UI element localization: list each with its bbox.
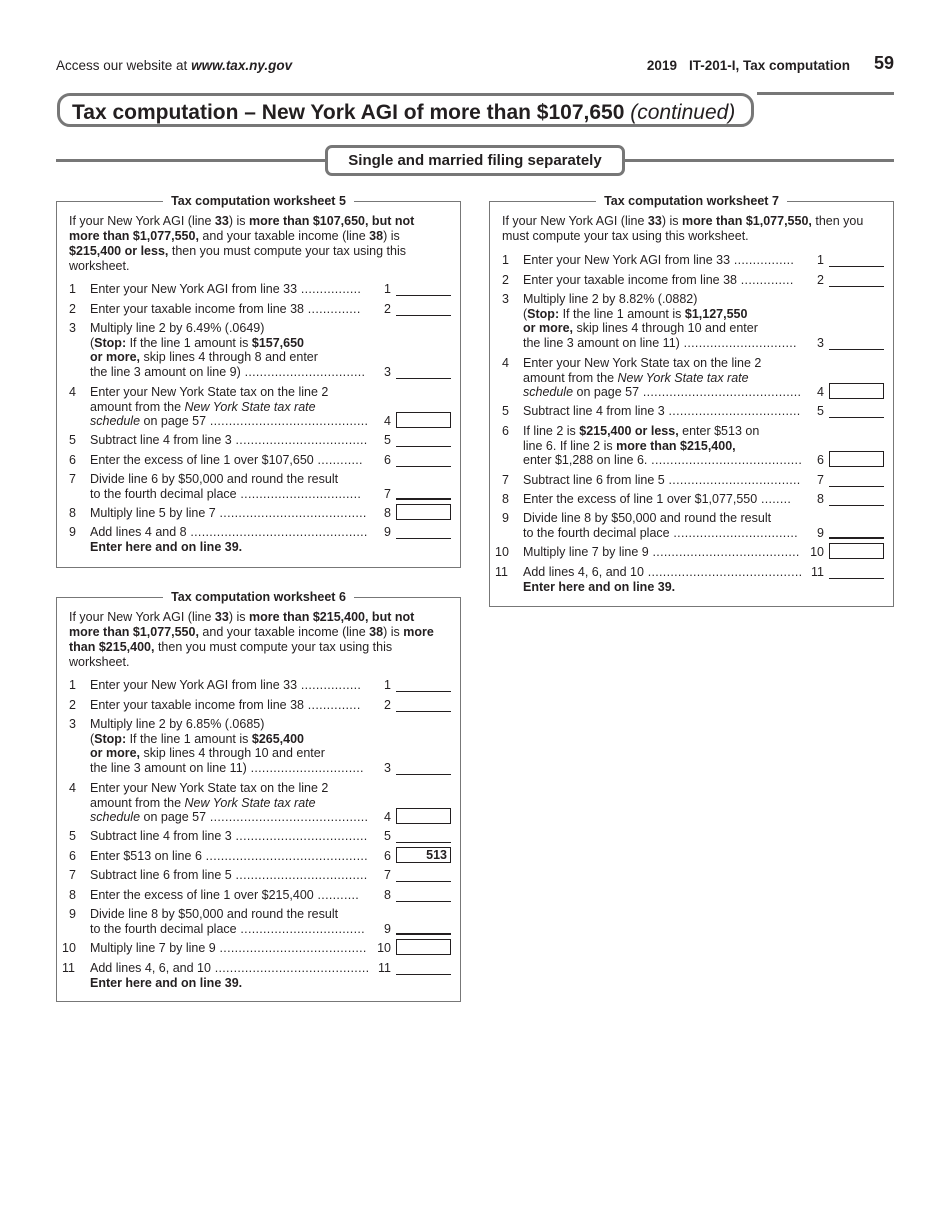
line-2-amount[interactable]	[396, 698, 451, 712]
worksheet-5: Tax computation worksheet 5 If your New York AGI (line 33) is more than $107,650, but not more than $1,077,550, and your taxable income (line 38) is $215,400 or less, then you must compute your tax using this worksheet. 1 Enter your New York AGI from line 33 ................ 1 2 Enter your taxable income from line 38 .............. 2 3 Multiply line 2 by 6.49% (.0649) (Stop: If the line 1 amount is $157,650 or more, skip lines 4 through 8 and enter the line 3 amount on line 9) ................................ 3 4 Enter your New York State tax on the line 2 amount from the New York State tax rate schedule on page 57 .......................................... 4 5 Subtract line 4 from line 3 ................................... 5 6 Enter the excess of line 1 over $107,650 ............ 6 7 Divide line 6 by $50,000 and round the result to the fourth decimal place ................................ 7 8 Multiply line 5 by line 7 ....................................... 8 9 Add lines 4 and 8 ............................................... Enter here and on line 39. 9	[56, 201, 461, 568]
page-number: 59	[873, 53, 894, 73]
line-4: 4 Enter your New York State tax on the line 2 amount from the New York State tax rate schedule on page 57 .......................................... 4	[57, 385, 460, 431]
website-link[interactable]: www.tax.ny.gov	[191, 58, 293, 73]
line-2-amount[interactable]	[829, 273, 884, 287]
line-7-amount[interactable]	[829, 473, 884, 487]
line-1-amount[interactable]	[396, 282, 451, 296]
line-11: 11 Add lines 4, 6, and 10 ......................................... Enter here and on line 39. 11	[490, 565, 893, 595]
line-3: 3 Multiply line 2 by 8.82% (.0882) (Stop: If the line 1 amount is $1,127,550 or more, skip lines 4 through 10 and enter the line 3 amount on line 11) .............................. 3	[490, 292, 893, 352]
line-3-amount[interactable]	[396, 365, 451, 379]
worksheet-title: Tax computation worksheet 5	[57, 193, 460, 209]
subtitle-rule-left	[56, 159, 326, 162]
line-5-amount[interactable]	[396, 433, 451, 447]
line-5-amount[interactable]	[829, 404, 884, 418]
title-rule	[757, 92, 894, 95]
line-4-amount-box[interactable]	[829, 383, 884, 399]
line-6-amount-box[interactable]: 513	[396, 847, 451, 863]
line-4-amount-box[interactable]	[396, 412, 451, 428]
line-8-amount[interactable]	[396, 888, 451, 902]
line-11-amount[interactable]	[829, 565, 884, 579]
line-4: 4 Enter your New York State tax on the line 2 amount from the New York State tax rate schedule on page 57 .......................................... 4	[57, 781, 460, 827]
line-7-amount[interactable]	[396, 868, 451, 882]
line-9: 9 Add lines 4 and 8 ............................................... Enter here and on line 39. 9	[57, 525, 460, 555]
page-title: Tax computation – New York AGI of more than $107,650 (continued)	[57, 93, 754, 127]
filing-status-subtitle: Single and married filing separately	[325, 145, 625, 176]
website-note: Access our website at www.tax.ny.gov	[56, 58, 293, 73]
line-3-amount[interactable]	[396, 761, 451, 775]
line-3-amount[interactable]	[829, 336, 884, 350]
line-9: 9 Divide line 8 by $50,000 and round the result to the fourth decimal place ................................. 9	[57, 907, 460, 937]
line-7: 7 Divide line 6 by $50,000 and round the result to the fourth decimal place ................................ 7	[57, 472, 460, 502]
line-7-amount[interactable]	[396, 486, 451, 500]
line-2-amount[interactable]	[396, 302, 451, 316]
worksheet-intro: If your New York AGI (line 33) is more than $107,650, but not more than $1,077,550, and your taxable income (line 38) is $215,400 or less, then you must compute your tax using this worksheet.	[69, 214, 415, 273]
worksheet-title: Tax computation worksheet 6	[57, 589, 460, 605]
line-6: 6 If line 2 is $215,400 or less, enter $513 on line 6. If line 2 is more than $215,400, enter $1,288 on line 6. ........................................ 6	[490, 424, 893, 470]
line-4-amount-box[interactable]	[396, 808, 451, 824]
line-9-amount[interactable]	[829, 525, 884, 539]
line-10-amount-box[interactable]	[829, 543, 884, 559]
worksheet-intro: If your New York AGI (line 33) is more than $215,400, but not more than $1,077,550, and your taxable income (line 38) is more than $215,400, then you must compute your tax using this worksheet.	[69, 610, 434, 669]
line-8-amount[interactable]	[829, 492, 884, 506]
line-6-amount-box[interactable]	[829, 451, 884, 467]
line-1-amount[interactable]	[396, 678, 451, 692]
worksheet-title: Tax computation worksheet 7	[490, 193, 893, 209]
line-3: 3 Multiply line 2 by 6.49% (.0649) (Stop: If the line 1 amount is $157,650 or more, skip lines 4 through 8 and enter the line 3 amount on line 9) ................................ 3	[57, 321, 460, 381]
line-11-amount[interactable]	[396, 961, 451, 975]
form-reference: 2019 IT-201-I, Tax computation	[646, 58, 850, 73]
line-10-amount-box[interactable]	[396, 939, 451, 955]
worksheet-7: Tax computation worksheet 7 If your New York AGI (line 33) is more than $1,077,550, then you must compute your tax using this worksheet. 1 Enter your New York AGI from line 33 ................ 1 2 Enter your taxable income from line 38 .............. 2 3 Multiply line 2 by 8.82% (.0882) (Stop: If the line 1 amount is $1,127,550 or more, skip lines 4 through 10 and enter the line 3 amount on line 11) .............................. 3 4 Enter your New York State tax on the line 2 amount from the New York State tax rate schedule on page 57 .......................................... 4 5 Subtract line 4 from line 3 ................................... 5 6 If line 2 is $215,400 or less, enter $513 on line 6. If line 2 is more than $215,400, enter $1,288 on line 6. ........................................ 6 7 Subtract line 6 from line 5 ................................... 7 8 Enter the excess of line 1 over $1,077,550 ........ 8 9 Divide line 8 by $50,000 and round the result to the fourth decimal place ................................. 9 10 Multiply line 7 by line 9 ....................................... 10 11 Add lines 4, 6, and 10 ......................................... Enter here and on line 39. 11	[489, 201, 894, 607]
line-3: 3 Multiply line 2 by 6.85% (.0685) (Stop: If the line 1 amount is $265,400 or more, skip lines 4 through 10 and enter the line 3 amount on line 11) .............................. 3	[57, 717, 460, 777]
line-4: 4 Enter your New York State tax on the line 2 amount from the New York State tax rate schedule on page 57 .......................................... 4	[490, 356, 893, 402]
line-1-amount[interactable]	[829, 253, 884, 267]
worksheet-6: Tax computation worksheet 6 If your New York AGI (line 33) is more than $215,400, but not more than $1,077,550, and your taxable income (line 38) is more than $215,400, then you must compute your tax using this worksheet. 1 Enter your New York AGI from line 33 ................ 1 2 Enter your taxable income from line 38 .............. 2 3 Multiply line 2 by 6.85% (.0685) (Stop: If the line 1 amount is $265,400 or more, skip lines 4 through 10 and enter the line 3 amount on line 11) .............................. 3 4 Enter your New York State tax on the line 2 amount from the New York State tax rate schedule on page 57 .......................................... 4 5 Subtract line 4 from line 3 ................................... 5 6 Enter $513 on line 6 ........................................... 6 513 7 Subtract line 6 from line 5 ................................... 7 8 Enter the excess of line 1 over $215,400 ........... 8 9 Divide line 8 by $50,000 and round the result to the fourth decimal place ................................. 9 10 Multiply line 7 by line 9 ....................................... 10 11 Add lines 4, 6, and 10 ......................................... Enter here and on line 39. 11	[56, 597, 461, 1002]
line-9-amount[interactable]	[396, 525, 451, 539]
line-5-amount[interactable]	[396, 829, 451, 843]
line-8-amount-box[interactable]	[396, 504, 451, 520]
line-11: 11 Add lines 4, 6, and 10 ......................................... Enter here and on line 39. 11	[57, 961, 460, 991]
worksheet-intro: If your New York AGI (line 33) is more than $1,077,550, then you must compute your tax using this worksheet.	[502, 214, 864, 243]
line-6-amount[interactable]	[396, 453, 451, 467]
line-9-amount[interactable]	[396, 921, 451, 935]
line-9: 9 Divide line 8 by $50,000 and round the result to the fourth decimal place ................................. 9	[490, 511, 893, 541]
subtitle-rule-right	[624, 159, 894, 162]
